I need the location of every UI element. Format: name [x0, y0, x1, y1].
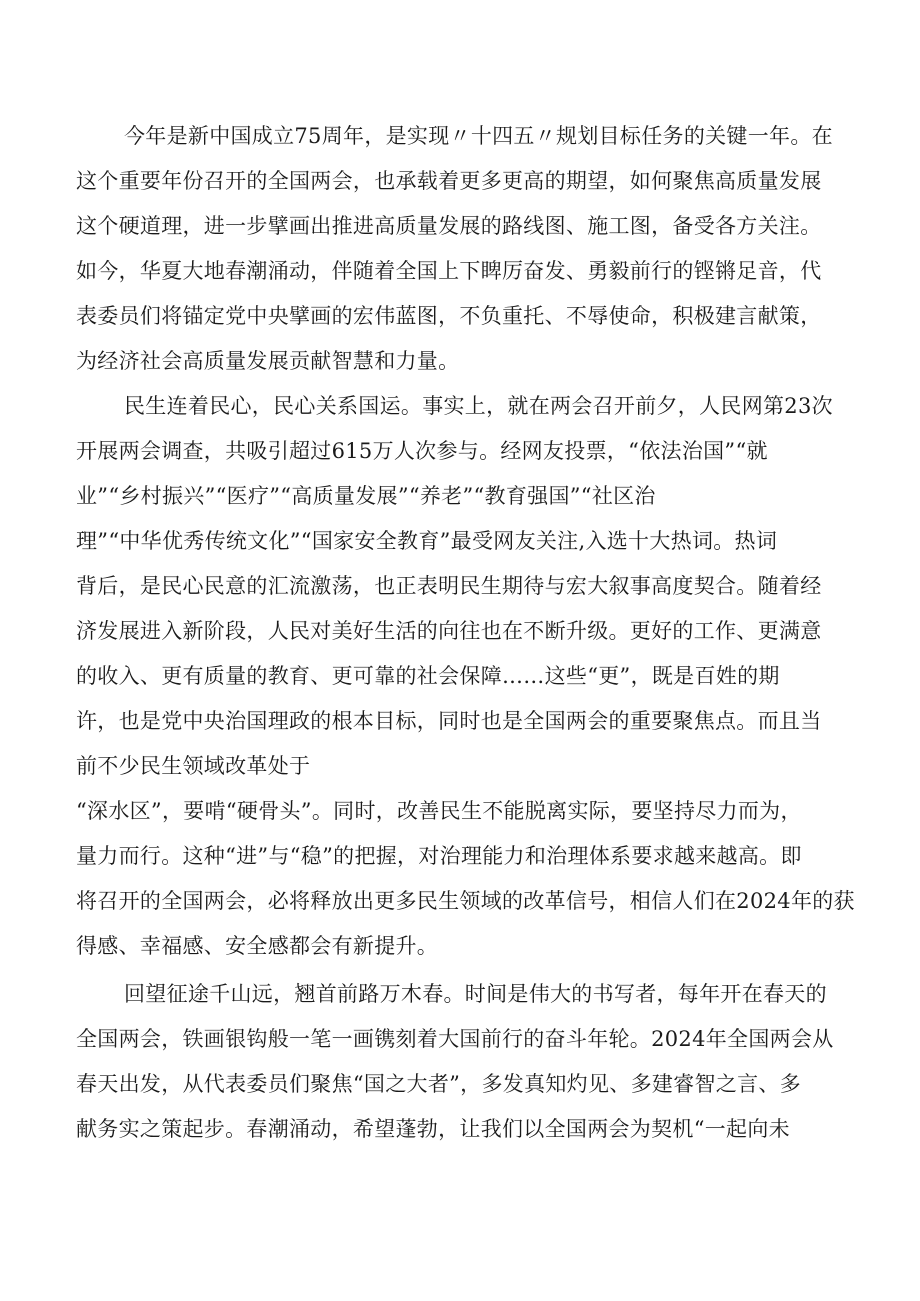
text-line: 献务实之策起步。春潮涌动，希望蓬勃，让我们以全国两会为契机“一起向未 [76, 1117, 790, 1141]
text-line: 这个硬道理，进一步擘画出推进高质量发展的路线图、施工图，备受各方关注。 [76, 214, 822, 238]
text-line: 得感、幸福感、安全感都会有新提升。 [76, 934, 439, 958]
text-line: 背后，是民心民意的汇流激荡，也正表明民生期待与宏大叙事高度契合。随着经 [76, 574, 822, 598]
text-line: 表委员们将锚定党中央擘画的宏伟蓝图，不负重托、不辱使命，积极建言献策， [76, 304, 822, 328]
text-line: 前不少民生领域改革处于 [76, 754, 311, 778]
text-line: 全国两会，铁画银钩般一笔一画镌刻着大国前行的奋斗年轮。2024年全国两会从 [76, 1027, 834, 1051]
text-line: 济发展进入新阶段，人民对美好生活的向往也在不断升级。更好的工作、更满意 [76, 619, 822, 643]
text-line: 许，也是党中央治国理政的根本目标，同时也是全国两会的重要聚焦点。而且当 [76, 709, 822, 733]
text-line: 春天出发，从代表委员们聚焦“国之大者”，多发真知灼见、多建睿智之言、多 [76, 1072, 801, 1096]
text-line: 的收入、更有质量的教育、更可靠的社会保障……这些“更”，既是百姓的期 [76, 664, 780, 688]
text-line: 民生连着民心，民心关系国运。事实上，就在两会召开前夕，人民网第23次 [124, 394, 833, 418]
text-line: 如今，华夏大地春潮涌动，伴随着全国上下睥厉奋发、勇毅前行的铿锵足音，代 [76, 259, 822, 283]
text-line: 业”“乡村振兴”“医疗”“高质量发展”“养老”“教育强国”“社区治 [76, 484, 656, 508]
text-line: 开展两会调查，共吸引超过615万人次参与。经网友投票，“依法治国”“就 [76, 439, 768, 463]
text-line: 这个重要年份召开的全国两会，也承载着更多更高的期望，如何聚焦高质量发展 [76, 169, 822, 193]
text-line: 理”“中华优秀传统文化”“国家安全教育”最受网友关注,入选十大热词。热词 [76, 529, 778, 553]
text-line: 为经济社会高质量发展贡献智慧和力量。 [76, 349, 460, 373]
text-line: 量力而行。这种“进”与“稳”的把握，对治理能力和治理体系要求越来越高。即 [76, 844, 802, 868]
text-line: 今年是新中国成立75周年，是实现〃十四五〃规划目标任务的关键一年。在 [124, 124, 833, 148]
text-line: 回望征途千山远，翘首前路万木春。时间是伟大的书写者，每年开在春天的 [124, 982, 827, 1006]
text-line: 将召开的全国两会，必将释放出更多民生领域的改革信号，相信人们在2024年的获 [76, 889, 855, 913]
text-line: “深水区”，要啃“硬骨头”。同时，改善民生不能脱离实际，要坚持尽力而为， [76, 799, 802, 823]
